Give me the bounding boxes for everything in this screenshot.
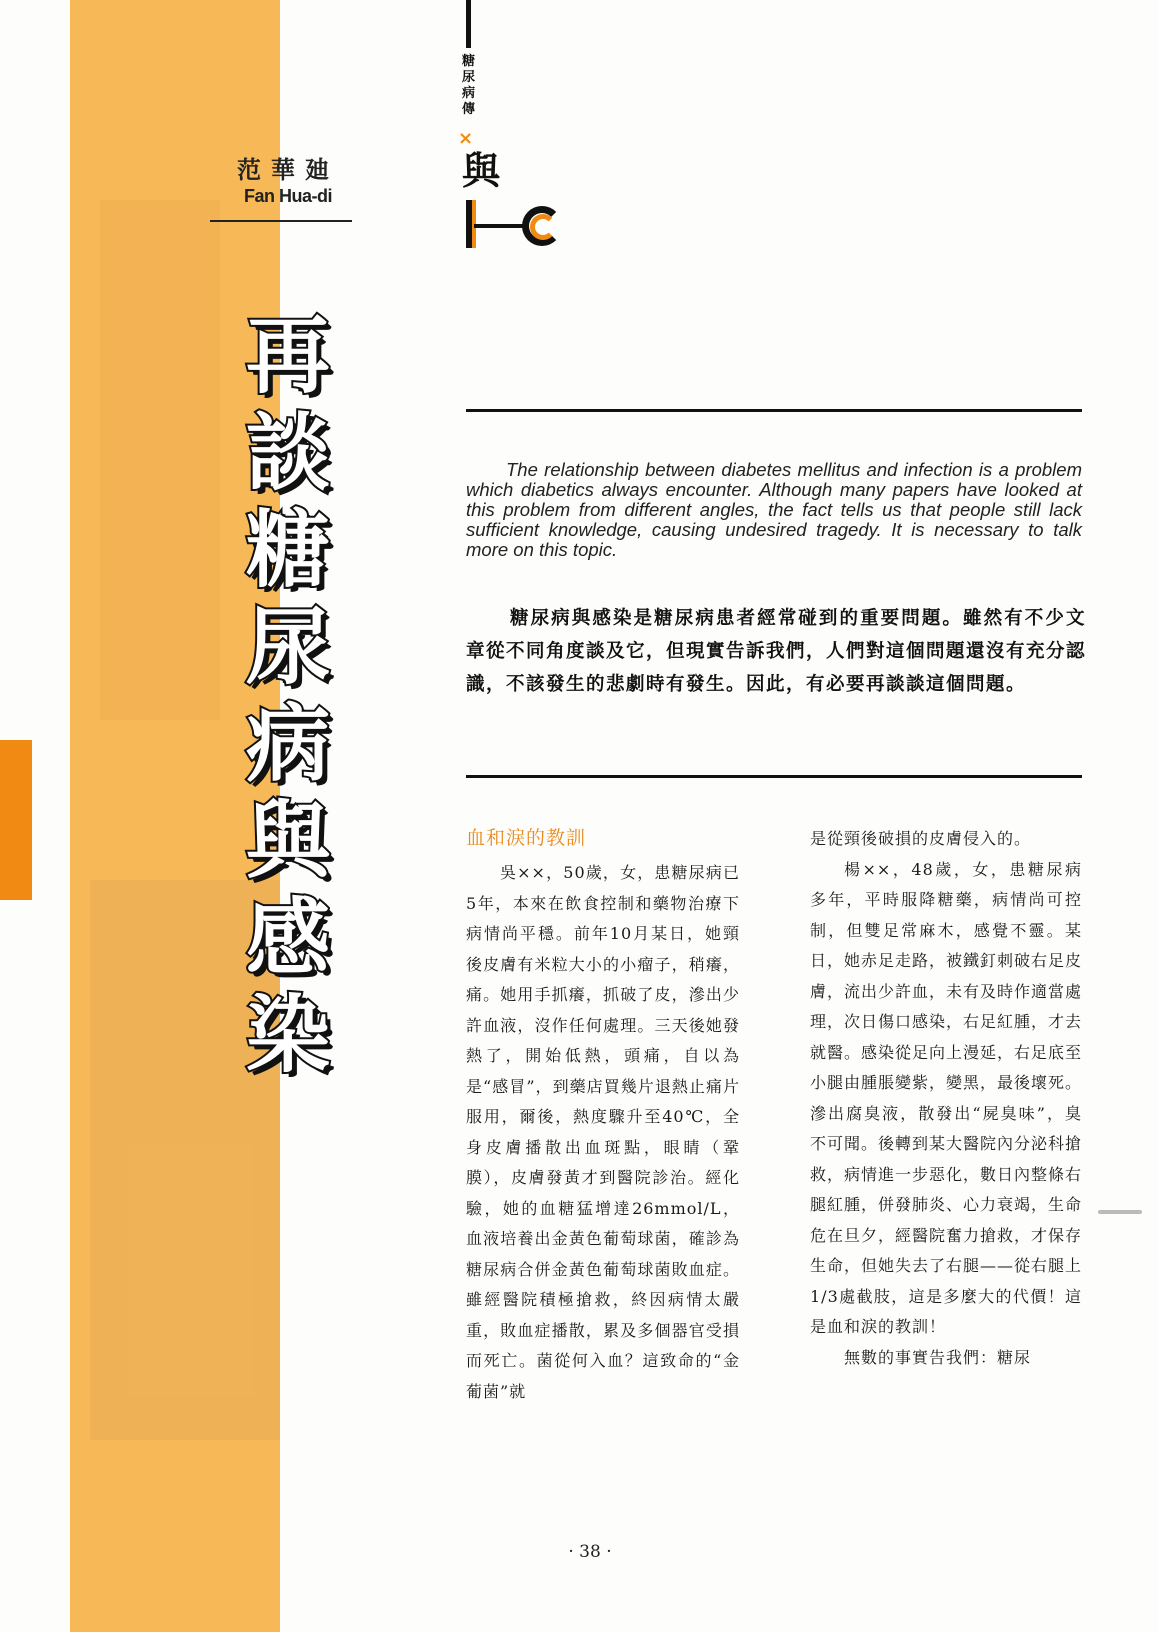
logo-bar (466, 0, 471, 48)
title-char: 病 (245, 695, 330, 793)
logo-bar (474, 224, 526, 228)
body-paragraph-continued: 是從頸後破損的皮膚侵入的。 (810, 829, 1032, 848)
section-rule-top (466, 409, 1082, 412)
title-char: 再 (245, 307, 330, 405)
body-paragraph: 無數的事實告我們：糖尿 (844, 1347, 1032, 1367)
author-divider (210, 220, 352, 222)
title-char: 糖 (245, 501, 330, 599)
article-title (240, 308, 336, 1084)
body-paragraph: 吳××，50歲，女，患糖尿病已5年，本來在飲食控制和藥物治療下病情尚平穩。前年10月某日，她頸後皮膚有米粒大小的小瘤子，稍癢，痛。她用手抓癢，抓破了皮，滲出少許血液，沒作任何處理。三天後她發熱了，開始低熱，頭痛，自以為是“感冒”，到藥店買幾片退熱止痛片服用，爾後，熱度驟升至40℃，全身皮膚播散出血斑點，眼睛（鞏膜），皮膚發黃才到醫院診治。經化驗，她的血糖猛增達26mmol/L，血液培養出金黃色葡萄球菌，確診為糖尿病合併金黃色葡萄球菌敗血症。雖經醫院積極搶救，終因病情太嚴重，敗血症播散，累及多個器官受損而死亡。菌從何入血？這致命的“金葡菌”就 (466, 863, 740, 1401)
title-char: 感 (245, 889, 330, 987)
logo-ring-accent (530, 214, 556, 240)
title-char: 與 (245, 792, 330, 890)
page-edge-tab (0, 740, 32, 900)
logo-mark: × (458, 128, 474, 149)
body-column-left (466, 822, 740, 1407)
page-number: · 38 · (568, 1542, 612, 1562)
title-char: 染 (245, 986, 330, 1084)
scan-artifact (1098, 1210, 1142, 1214)
chinese-summary: 糖尿病與感染是糖尿病患者經常碰到的重要問題。雖然有不少文章從不同角度談及它，但現實告訴我們，人們對這個問題還沒有充分認識，不該發生的悲劇時有發生。因此，有必要再談談這個問題。 (466, 608, 1087, 695)
series-glyph: 與 (462, 149, 501, 193)
section-rule-bottom (466, 775, 1082, 778)
series-logo (458, 0, 592, 260)
title-char: 談 (245, 404, 330, 502)
author-name-english: Fan Hua-di (244, 186, 332, 206)
body-column-right (810, 824, 1082, 1373)
band-shade (100, 200, 220, 720)
title-char: 尿 (245, 598, 330, 696)
series-label: 糖尿病傳 (462, 54, 476, 117)
section-heading: 血和淚的教訓 (466, 827, 587, 849)
author-name-chinese: 范華廸 (237, 156, 339, 184)
body-paragraph: 楊××，48歲，女，患糖尿病多年，平時服降糖藥，病情尚可控制，但雙足常麻木，感覺不靈。某日，她赤足走路，被鐵釘刺破右足皮膚，流出少許血，未有及時作適當處理，次日傷口感染，右足紅腫，才去就醫。感染從足向上漫延，右足底至小腿由腫脹變紫，變黑，最後壞死。滲出腐臭液，散發出“屍臭味”，臭不可聞。後轉到某大醫院內分泌科搶救，病情進一步惡化，數日內整條右腿紅腫，併發肺炎、心力衰竭，生命危在旦夕，經醫院奮力搶救，才保存生命，但她失去了右腿——從右腿上1/3處截肢，這是多麼大的代價！這是血和淚的教訓！ (810, 859, 1083, 1336)
english-abstract: The relationship between diabetes mellitus and infection is a problem which diabetics always encounter. Although many papers have looked at this problem from different angles, the fact tells us that people still lack sufficient knowledge, causing undesired tragedy. It is necessary to talk more on this topic. (466, 459, 1082, 560)
